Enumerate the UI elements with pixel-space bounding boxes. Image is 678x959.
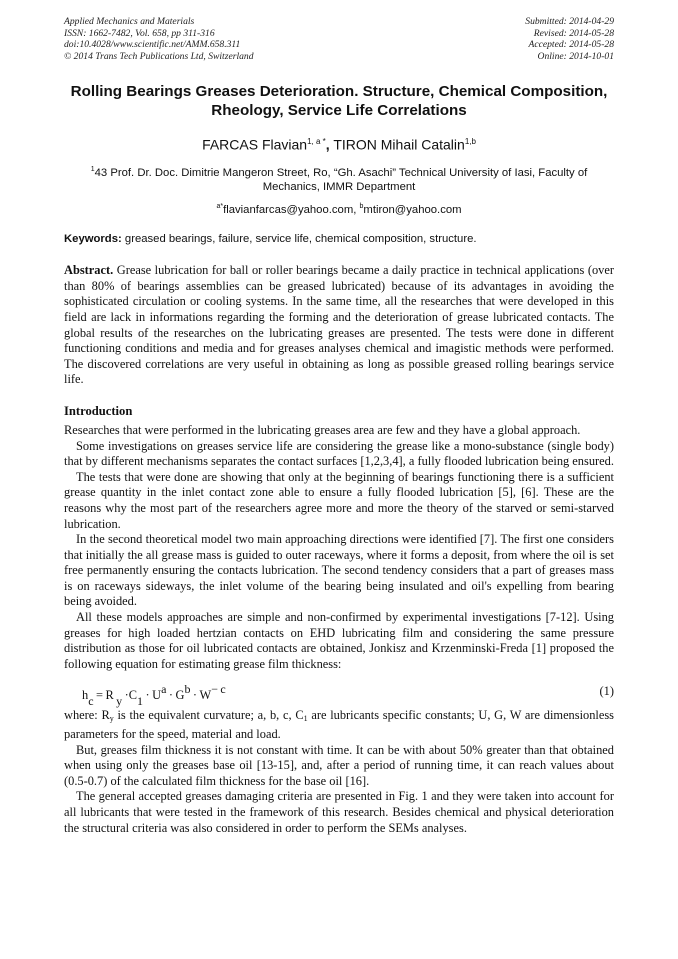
intro-paragraph-5: All these models approaches are simple and non-confirmed by experimental investigations [7-12]. Using greases for high loaded hertzian contacts on EHD lubricating film and considering the same pressure distribution as those for oil lubricated contacts are obtained, Jonkisz and Krzenminski-Freda [1] proposed the following equation for estimating grease film thickness: (64, 610, 614, 671)
journal-header (64, 16, 614, 66)
abstract (64, 263, 614, 388)
issn-line: ISSN: 1662-7482, Vol. 658, pp 311-316 (64, 27, 215, 39)
equation-number: (1) (599, 684, 614, 699)
author-list: FARCAS Flavian$^{1, a *}$, TIRON Mihail Catalin$^{1,b}$ (202, 136, 476, 153)
header-right (525, 16, 614, 62)
paper-title: Rolling Bearings Greases Deterioration. Structure, Chemical Composition, Rheology, Service Life Correlations (70, 83, 608, 119)
paper-page (64, 16, 614, 836)
journal-name: Applied Mechanics and Materials (64, 16, 195, 27)
email-a[interactable]: flavianfarcas@yahoo.com, (223, 204, 357, 217)
email-b[interactable]: mtiron@yahoo.com (363, 204, 462, 217)
email-line (64, 200, 614, 217)
affiliation-text: 43 Prof. Dr. Doc. Dimitrie Mangeron Street, Ro, “Gh. Asachi” Technical University of Iasi, Faculty of Mechanics, IMMR Department (94, 166, 588, 194)
abstract-label: Abstract. (64, 263, 114, 278)
section-heading-introduction: Introduction (64, 403, 133, 418)
equation-1 (64, 674, 614, 708)
email-b-mark: b (359, 203, 364, 211)
author-1-affil: 1, a * (307, 137, 326, 146)
keywords (64, 232, 614, 246)
doi-line: doi:10.4028/www.scientific.net/AMM.658.311 (64, 39, 241, 51)
online-date: Online: 2014-10-01 (537, 50, 614, 62)
keywords-label: Keywords: (64, 233, 122, 246)
submitted-date: Submitted: 2014-04-29 (525, 16, 614, 27)
author-2: TIRON Mihail Catalin (333, 136, 465, 153)
affiliation (64, 162, 614, 196)
intro-paragraph-7: But, greases film thickness it is not constant with time. It can be with about 50% greater than that obtained when using only the greases base oil [13-15], and, after a period of running time, it can reach values about (0.5-0.7) of the calculated film thickness for the base oil [16]. (64, 742, 614, 788)
intro-paragraph-4: In the second theoretical model two main approaching directions were identified [7]. The first one considers that initially the all grease mass is guided to outer raceways, where it forms a deposit, from where the oil is set free permanently ensuring the contacts lubrication. The second tendency considers that a part of greases mass is on raceways sideways, the inlet volume of the bearing being insulated and oil's expelling from bearing being avoided. (64, 532, 614, 609)
intro-paragraph-8: The general accepted greases damaging criteria are presented in Fig. 1 and they were taken into account for all lubricants that were tested in the framework of this research. Besides chemical and physical deterioration the structural criteria was also considered in order to perform the SEMs analyses. (64, 789, 614, 835)
film-thickness-formula: $h_c = R$ $_y \cdot C_1 \cdot U^a \cdot G^b \cdot W^{- c}$ (82, 682, 226, 709)
author-2-affil: 1,b (464, 137, 476, 146)
revised-date: Revised: 2014-05-28 (533, 27, 614, 39)
abstract-text: Grease lubrication for ball or roller bearings became a daily practice in technical applications (over than 80% of bearings assemblies can be greased lubricated) because of its advantages in avoiding the sophisticated circulation or cooling systems. In the same time, all the researches that were developed in this field are lack in informations regarding the forming and the deterioration of grease lubricated contacts. The global results of the researches on the lubricating greases are presented. The tests were done in different functioning conditions and media and for greases analyses chemical and imagistic methods were performed. The discovered correlations are very useful in obtaining as long as possible greased rolling bearings service life. (64, 263, 614, 387)
copyright-line: © 2014 Trans Tech Publications Ltd, Switzerland (64, 50, 254, 62)
intro-paragraph-6: where: $R_y$ is the equivalent curvature; a, b, c, $C_1$ are lubricants specific constants; U, G, W are dimensionless parameters for the speed, material and load. (64, 708, 614, 742)
intro-paragraph-3: The tests that were done are showing that only at the beginning of bearings functioning there is a sufficient grease quantity in the inlet contact zone able to ensure a fully flooded lubrication [5], [6]. These are the reasons why the most part of the researchers agree more and more the theory of the starved or semi-starved lubrication. (64, 469, 614, 531)
intro-paragraph-2: Some investigations on greases service life are considering the grease like a mono-substance (single body) that by different mechanisms separates the contact surfaces [1,2,3,4], a fully flooded lubrication being ensured. (64, 438, 614, 469)
email-a-mark: a* (216, 203, 224, 211)
intro-paragraph-1: Researches that were performed in the lubricating greases area are few and they have a global approach. (64, 422, 581, 437)
keywords-text: greased bearings, failure, service life, chemical composition, structure. (124, 233, 477, 246)
affiliation-mark: 1 (90, 165, 95, 173)
accepted-date: Accepted: 2014-05-28 (528, 39, 614, 51)
header-left (64, 16, 254, 62)
author-1: FARCAS Flavian (202, 136, 308, 153)
